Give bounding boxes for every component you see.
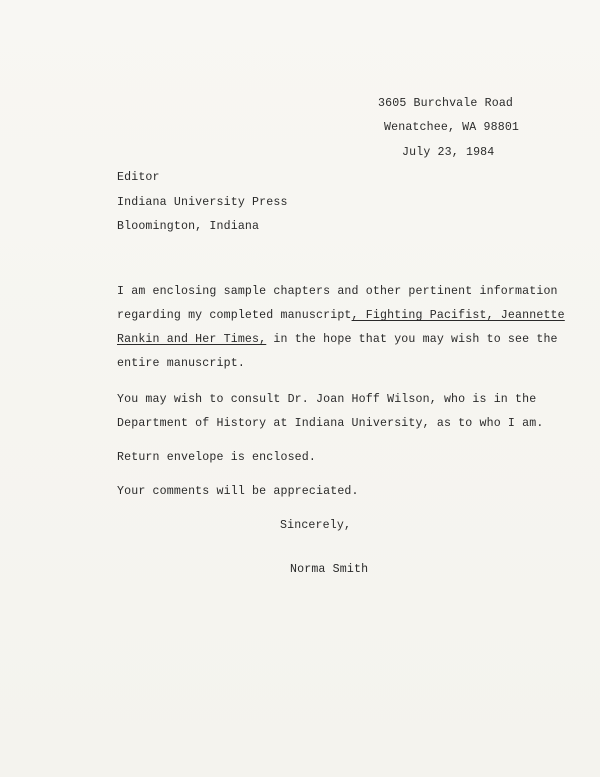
body-paragraph-3: Return envelope is enclosed.	[117, 451, 317, 464]
body-paragraph-1-line-2	[117, 309, 565, 323]
body-paragraph-1-line-4: entire manuscript.	[117, 357, 245, 370]
body-paragraph-1-line-1: I am enclosing sample chapters and other pertinent information	[117, 285, 558, 298]
recipient-title: Editor	[117, 171, 160, 184]
body-text: regarding my completed manuscript	[117, 309, 352, 322]
body-text: in the hope that you may wish to see the	[266, 333, 558, 346]
closing: Sincerely,	[280, 519, 352, 532]
manuscript-title-part-2: Rankin and Her Times,	[117, 333, 267, 346]
signature-name: Norma Smith	[290, 563, 369, 576]
body-paragraph-2-line-1: You may wish to consult Dr. Joan Hoff Wilson, who is in the	[117, 393, 537, 406]
body-paragraph-1-line-3	[117, 333, 558, 347]
manuscript-title-part-1: , Fighting Pacifist, Jeannette	[351, 309, 565, 322]
letter-date: July 23, 1984	[402, 146, 495, 159]
recipient-location: Bloomington, Indiana	[117, 220, 260, 233]
body-paragraph-4: Your comments will be appreciated.	[117, 485, 359, 498]
sender-city-state-zip: Wenatchee, WA 98801	[384, 121, 520, 134]
recipient-organization: Indiana University Press	[117, 196, 288, 209]
body-paragraph-2-line-2: Department of History at Indiana University, as to who I am.	[117, 417, 544, 430]
sender-street: 3605 Burchvale Road	[378, 97, 514, 110]
